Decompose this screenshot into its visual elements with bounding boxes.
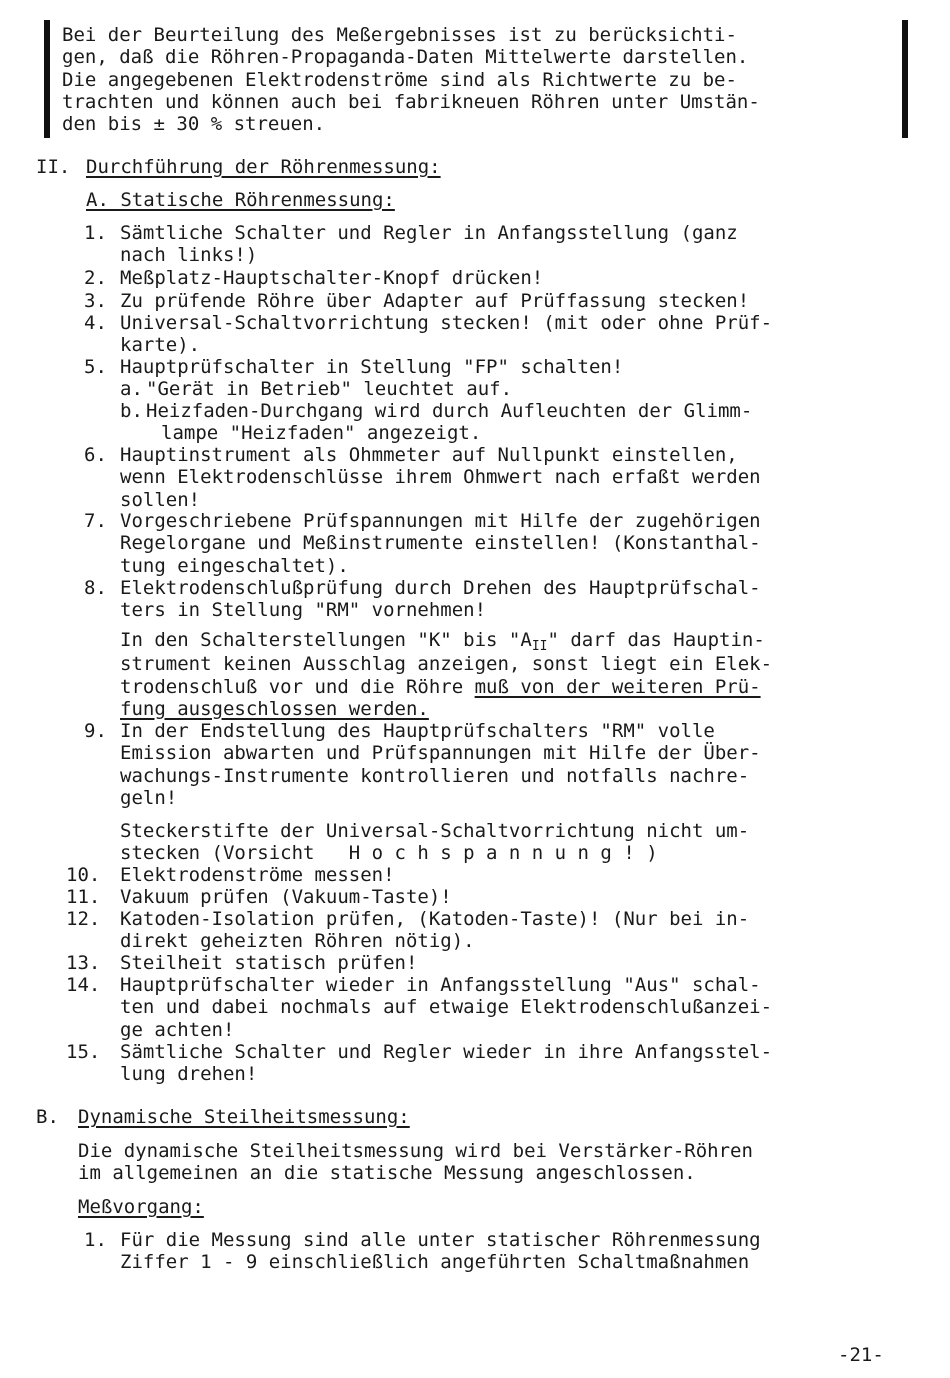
step-number: 5. xyxy=(84,356,107,378)
step-line: Hauptprüfschalter wieder in Anfangsstellung "Aus" schal- xyxy=(120,974,761,996)
step-number: 3. xyxy=(84,290,107,312)
step-line: ters in Stellung "RM" vornehmen! xyxy=(120,599,487,622)
step-line: direkt geheizten Röhren nötig). xyxy=(120,930,475,953)
step-text xyxy=(120,908,749,953)
notice-line: Bei der Beurteilung des Meßergebnisses ist zu berücksichti- xyxy=(62,24,737,46)
step-line: geln! xyxy=(120,786,178,809)
step-line: wenn Elektrodenschlüsse ihrem Ohmwert nach erfaßt werden xyxy=(120,466,761,489)
section-b-title: Dynamische Steilheitsmessung: xyxy=(78,1106,410,1128)
note-emphasis: muß von der weiteren Prü- xyxy=(474,675,761,698)
step-line: Regelorgane und Meßinstrumente einstellen! (Konstanthal- xyxy=(120,532,761,555)
step-text xyxy=(120,1041,772,1086)
section-ii-title: Durchführung der Röhrenmessung: xyxy=(86,156,441,178)
intro-line: im allgemeinen an die statische Messung angeschlossen. xyxy=(78,1162,696,1185)
step-number: 9. xyxy=(84,720,107,742)
substep-letter: a. xyxy=(120,378,143,400)
step-number: 1. xyxy=(84,222,107,244)
step-number: 4. xyxy=(84,312,107,334)
step-text xyxy=(120,290,749,312)
step-number: 2. xyxy=(84,267,107,289)
step-line: "Gerät in Betrieb" leuchtet auf. xyxy=(146,378,513,400)
step-text xyxy=(120,864,395,886)
note-text: trodenschluß vor und die Röhre xyxy=(120,675,475,698)
step-line: Für die Messung sind alle unter statischer Röhrenmessung xyxy=(120,1229,761,1251)
notice-paragraph xyxy=(62,24,760,135)
substep-text xyxy=(146,378,512,400)
step-line: Emission abwarten und Prüfspannungen mit Hilfe der Über- xyxy=(120,742,761,765)
step-line: Hauptinstrument als Ohmmeter auf Nullpunkt einstellen, xyxy=(120,444,738,466)
step-line: karte). xyxy=(120,334,201,357)
notice-line: gen, daß die Röhren-Propaganda-Daten Mittelwerte darstellen. xyxy=(62,46,749,69)
step-line: Sämtliche Schalter und Regler wieder in ihre Anfangsstel- xyxy=(120,1041,773,1063)
step-number: 7. xyxy=(84,510,107,532)
step-line: tung eingeschaltet). xyxy=(120,554,349,577)
step-line: Katoden-Isolation prüfen, (Katoden-Taste)! (Nur bei in- xyxy=(120,908,750,930)
section-ii-number: II. xyxy=(36,156,71,178)
step-number: 8. xyxy=(84,577,107,599)
change-bar-right xyxy=(902,20,908,138)
note-line: Steckerstifte der Universal-Schaltvorrichtung nicht um- xyxy=(120,820,750,842)
substep-letter: b. xyxy=(120,400,143,422)
section-b-subheading: Meßvorgang: xyxy=(78,1196,204,1218)
step-text xyxy=(120,267,543,289)
step-line: nach links!) xyxy=(120,244,258,267)
step-line: Elektrodenströme messen! xyxy=(120,864,395,886)
step-line: Vorgeschriebene Prüfspannungen mit Hilfe der zugehörigen xyxy=(120,510,761,532)
step-text xyxy=(120,577,761,622)
page-number: -21- xyxy=(838,1344,884,1366)
step-line: Elektrodenschlußprüfung durch Drehen des Hauptprüfschal- xyxy=(120,577,761,599)
step-line: lampe "Heizfaden" angezeigt. xyxy=(161,422,482,445)
step-line: Heizfaden-Durchgang wird durch Aufleuchten der Glimm- xyxy=(146,400,753,422)
step-line: Zu prüfende Röhre über Adapter auf Prüffassung stecken! xyxy=(120,290,750,312)
section-b-intro xyxy=(78,1140,753,1185)
step-line: Ziffer 1 - 9 einschließlich angeführten Schaltmaßnahmen xyxy=(120,1251,750,1274)
step-number: 12. xyxy=(66,908,101,930)
step-number: 13. xyxy=(66,952,101,974)
substep-text xyxy=(146,400,752,445)
change-bar-left xyxy=(44,20,50,138)
notice-line: Die angegebenen Elektrodenströme sind als Richtwerte zu be- xyxy=(62,68,737,91)
step-text xyxy=(120,312,772,357)
step-8-note xyxy=(120,629,772,720)
step-line: ten und dabei nochmals auf etwaige Elektrodenschlußanzei- xyxy=(120,996,773,1019)
step-line: sollen! xyxy=(120,488,201,511)
note-subscript: II xyxy=(531,639,548,654)
note-line: fung ausgeschlossen werden. xyxy=(120,697,429,720)
note-text: In den Schalterstellungen "K" bis "A xyxy=(120,629,532,651)
note-line xyxy=(120,676,772,698)
step-line: lung drehen! xyxy=(120,1063,258,1086)
step-line: Vakuum prüfen (Vakuum-Taste)! xyxy=(120,886,452,908)
step-line: Universal-Schaltvorrichtung stecken! (mit oder ohne Prüf- xyxy=(120,312,773,334)
step-text xyxy=(120,974,772,1041)
step-number: 1. xyxy=(84,1229,107,1251)
step-line: ge achten! xyxy=(120,1018,235,1041)
step-text xyxy=(120,510,761,577)
step-line: Sämtliche Schalter und Regler in Anfangsstellung (ganz xyxy=(120,222,738,244)
step-number: 11. xyxy=(66,886,101,908)
step-number: 14. xyxy=(66,974,101,996)
step-line: wachungs-Instrumente kontrollieren und notfalls nachre- xyxy=(120,764,750,787)
step-line: Hauptprüfschalter in Stellung "FP" schalten! xyxy=(120,356,624,378)
step-line: In der Endstellung des Hauptprüfschalters "RM" volle xyxy=(120,720,715,742)
intro-line: Die dynamische Steilheitsmessung wird bei Verstärker-Röhren xyxy=(78,1140,753,1162)
step-text xyxy=(120,222,738,267)
step-text xyxy=(120,356,623,378)
section-b-number: B. xyxy=(36,1106,59,1128)
step-text xyxy=(120,444,761,511)
step-text xyxy=(120,720,761,809)
step-text xyxy=(120,886,452,908)
step-text xyxy=(120,1229,761,1274)
note-line xyxy=(120,629,772,654)
step-text xyxy=(120,952,417,974)
notice-line: trachten und können auch bei fabrikneuen Röhren unter Umstän- xyxy=(62,90,760,113)
notice-line: den bis ± 30 % streuen. xyxy=(62,113,326,136)
note-text: " darf das Hauptin- xyxy=(547,629,765,651)
step-number: 6. xyxy=(84,444,107,466)
step-line: Meßplatz-Hauptschalter-Knopf drücken! xyxy=(120,267,544,289)
step-number: 10. xyxy=(66,864,101,886)
note-line: stecken (Vorsicht H o c h s p a n n u n g ! ) xyxy=(120,842,658,865)
step-line: Steilheit statisch prüfen! xyxy=(120,952,418,974)
section-a-title: A. Statische Röhrenmessung: xyxy=(86,189,395,211)
note-line: strument keinen Ausschlag anzeigen, sonst liegt ein Elek- xyxy=(120,653,773,676)
step-9-note xyxy=(120,820,749,865)
step-number: 15. xyxy=(66,1041,101,1063)
